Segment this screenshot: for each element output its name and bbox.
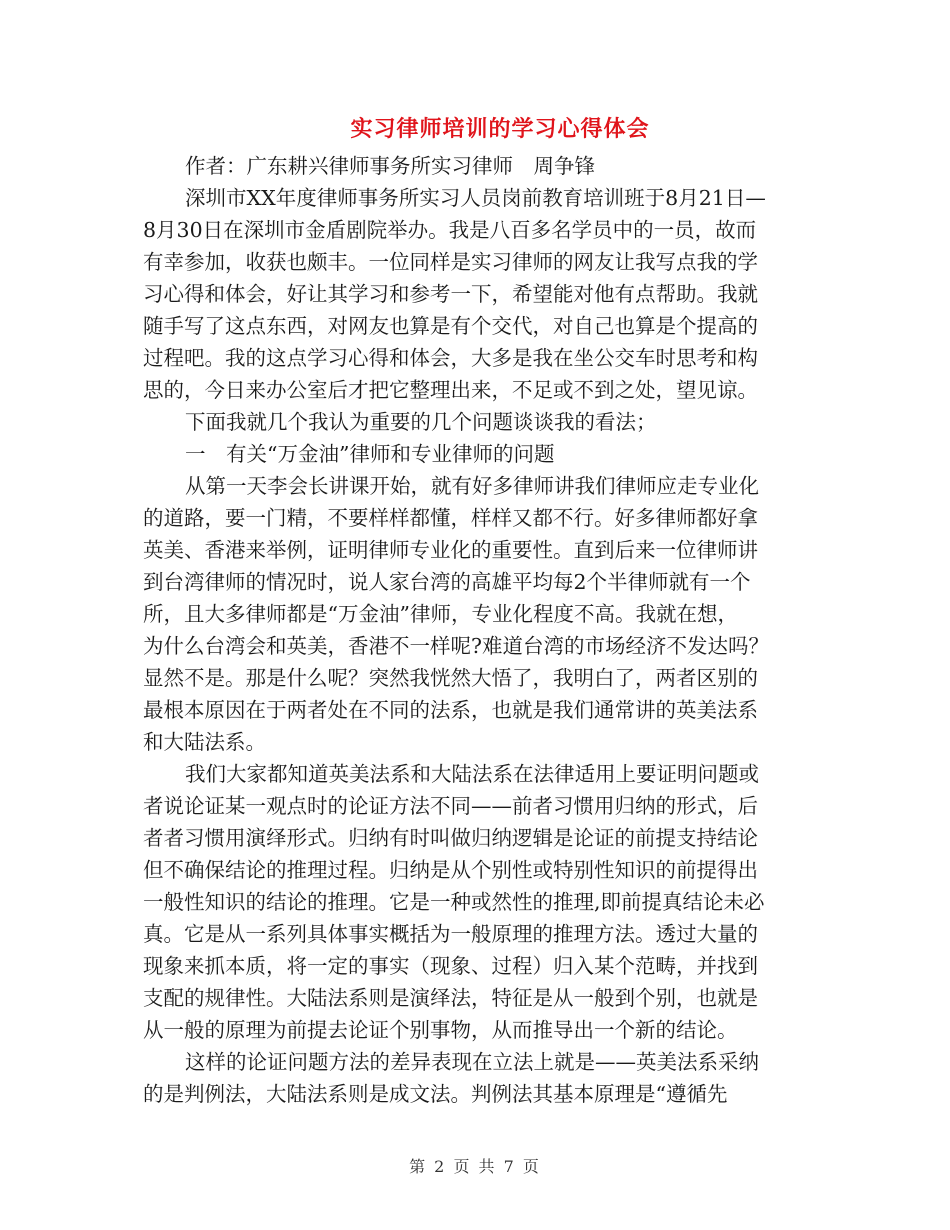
- text-line: 这样的论证问题方法的差异表现在立法上就是——英美法系采纳: [185, 1050, 759, 1074]
- text-line: 最根本原因在于两者处在不同的法系，也就是我们通常讲的英美法系: [143, 698, 758, 722]
- text-line: 英美、香港来举例，证明律师专业化的重要性。直到后来一位律师讲: [143, 538, 758, 562]
- text-line: 作者：广东耕兴律师事务所实习律师 周争锋: [185, 154, 595, 178]
- text-line: 真。它是从一系列具体事实概括为一般原理的推理方法。透过大量的: [143, 922, 758, 946]
- text-line: 和大陆法系。: [143, 730, 266, 754]
- text-line: 为什么台湾会和英美，香港不一样呢?难道台湾的市场经济不发达吗？: [143, 634, 769, 658]
- text-line: 有幸参加，收获也颇丰。一位同样是实习律师的网友让我写点我的学: [143, 250, 758, 274]
- text-line: 过程吧。我的这点学习心得和体会，大多是我在坐公交车时思考和构: [143, 346, 758, 370]
- text-line: 从第一天李会长讲课开始，就有好多律师讲我们律师应走专业化: [185, 474, 759, 498]
- text-line: 从一般的原理为前提去论证个别事物，从而推导出一个新的结论。: [143, 1018, 738, 1042]
- page-footer: 第 2 页 共 7 页: [409, 1157, 541, 1176]
- text-line: 的道路，要一门精，不要样样都懂，样样又都不行。好多律师都好拿: [143, 506, 758, 530]
- text-line: 8月30日在深圳市金盾剧院举办。我是八百多名学员中的一员，故而: [143, 218, 757, 242]
- text-line: 的是判例法，大陆法系则是成文法。判例法其基本原理是“遵循先: [143, 1082, 728, 1106]
- text-line: 一般性知识的结论的推理。它是一种或然性的推理,即前提真结论未必: [143, 890, 765, 914]
- document-body: [143, 150, 807, 1110]
- text-line: 到台湾律师的情况时，说人家台湾的高雄平均每2个半律师就有一个: [143, 570, 751, 594]
- text-line: 深圳市XX年度律师事务所实习人员岗前教育培训班于8月21日—: [185, 186, 766, 210]
- text-line: 一 有关“万金油”律师和专业律师的问题: [185, 442, 555, 466]
- text-line: 习心得和体会，好让其学习和参考一下，希望能对他有点帮助。我就: [143, 282, 758, 306]
- text-line: 我们大家都知道英美法系和大陆法系在法律适用上要证明问题或: [185, 762, 759, 786]
- text-line: 者者习惯用演绎形式。归纳有时叫做归纳逻辑是论证的前提支持结论: [143, 826, 758, 850]
- text-line: 随手写了这点东西，对网友也算是有个交代，对自己也算是个提高的: [143, 314, 758, 338]
- text-line: 支配的规律性。大陆法系则是演绎法，特征是从一般到个别，也就是: [143, 986, 758, 1010]
- text-line: 下面我就几个我认为重要的几个问题谈谈我的看法；: [185, 410, 657, 434]
- document-title: 实习律师培训的学习心得体会: [350, 116, 650, 142]
- text-line: 者说论证某一观点时的论证方法不同——前者习惯用归纳的形式，后: [143, 794, 758, 818]
- text-line: 现象来抓本质，将一定的事实（现象、过程）归入某个范畴，并找到: [143, 954, 758, 978]
- text-line: 显然不是。那是什么呢？突然我恍然大悟了，我明白了，两者区别的: [143, 666, 758, 690]
- text-line: 所，且大多律师都是“万金油”律师，专业化程度不高。我就在想，: [143, 602, 738, 626]
- text-line: 思的，今日来办公室后才把它整理出来，不足或不到之处，望见谅。: [143, 378, 758, 402]
- text-line: 但不确保结论的推理过程。归纳是从个别性或特别性知识的前提得出: [143, 858, 758, 882]
